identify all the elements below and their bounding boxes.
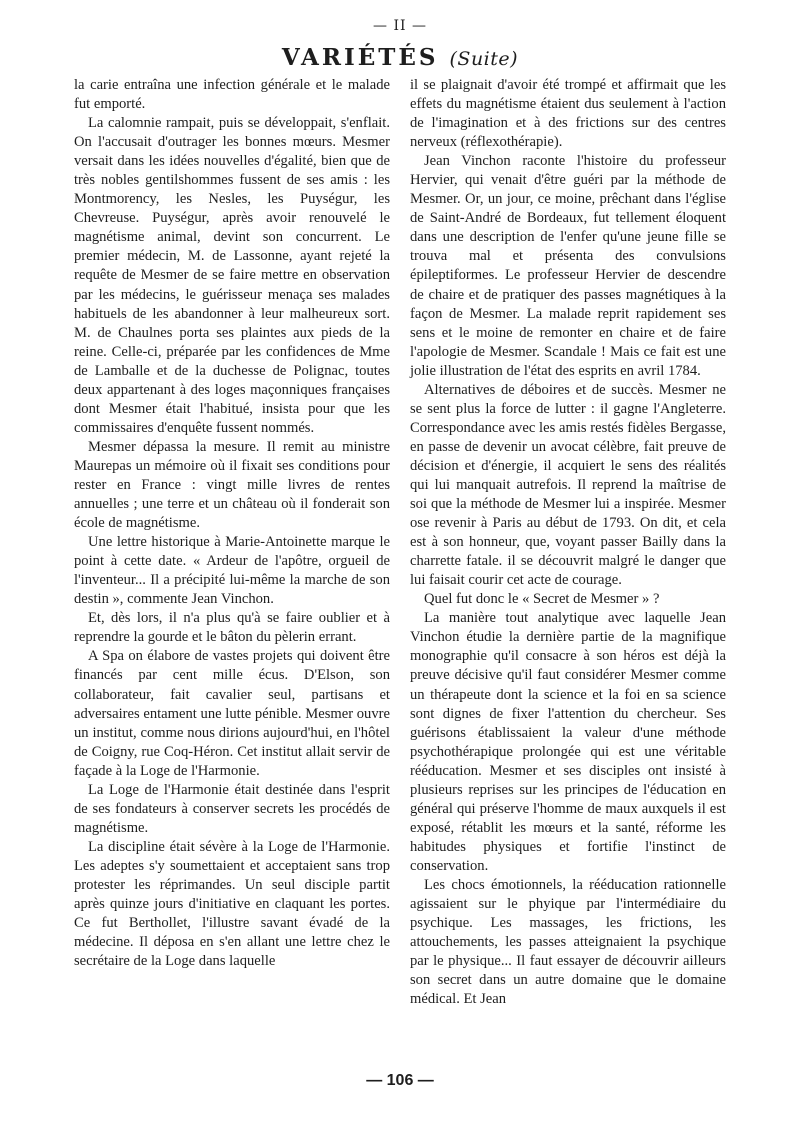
paragraph: Et, dès lors, il n'a plus qu'à se faire oublier et à reprendre la gourde et le bâton du pèlerin errant.: [74, 610, 390, 646]
paragraph: La manière tout analytique avec laquelle Jean Vinchon étudie la dernière partie de la magnifique monographie qu'il consacre à son héros est déjà la preuve décisive qu'il faut considérer Mesmer comme un thérapeute dont la science et la foi en sa science sont dignes de fixer l'attention du chercheur. Ses guérisons établissaient la valeur d'une méthode psychothérapique prolongée qui est une véritable rééducation. Mesmer et ses disciples ont insisté à plusieurs reprises sur les principes de l'éducation en général qui préserve l'homme de maux auxquels il est exposé, rétablit les mœurs et la santé, réforme les habitudes physiques et fortifie l'instinct de conservation.: [410, 610, 726, 874]
paragraph: Jean Vinchon raconte l'histoire du professeur Hervier, qui venait d'être guéri par la méthode de Mesmer. Or, un jour, ce moine, prêchant dans l'église de Saint-André de Bordeaux, fut tellement éloquent dans une description de l'enfer qu'une jeune fille se trouva mal et présenta des convulsions épileptiformes. Le professeur Hervier de descendre de chaire et de pratiquer des passes magnétiques à la façon de Mesmer. La malade reprit rapidement ses sens et le moine de remonter en chaire et de faire l'apologie de Mesmer. Scandale ! Mais ce fait est une jolie illustration de l'état des esprits en avril 1784.: [410, 153, 726, 379]
section-title-main: VARIÉTÉS: [281, 44, 439, 71]
paragraph: La calomnie rampait, puis se développait, s'enflait. On l'accusait d'outrager les bonnes mœurs. Mesmer versait dans les idées nouvelles d'égalité, bien que de très nobles gentilshommes fussent de ses amis : les Montmorency, les Nesles, les Puységur, les Chevreuse. Puységur, après avoir renouvelé le magnétisme animal, devint son concurrent. Le premier médecin, M. de Lassonne, ayant rejeté la requête de Mesmer de se faire mettre en observation par les médecins, le guérisseur menaça ses malades habituels de les abandonner à leur malheureux sort. M. de Chaulnes porta ses plaintes aux pieds de la reine. Celle-ci, préparée par les confidences de Mme de Lamballe et de la duchesse de Polignac, toutes deux appartenant à des loges maçonniques françaises dont Mesmer était l'habitué, insista pour que les commissaires d'enquête fussent nommés.: [74, 115, 390, 436]
paragraph: La discipline était sévère à la Loge de l'Harmonie. Les adeptes s'y soumettaient et acceptaient sans trop protester les réprimandes. Un seul disciple partit après quinze jours d'initiative en claquant les portes. Ce fut Berthollet, l'illustre savant évadé de la médecine. Il déposa en s'en allant une lettre chez le secrétaire de la Loge dans laquelle: [74, 838, 390, 970]
page-number: — 106 —: [366, 1072, 434, 1089]
left-column: [74, 76, 390, 971]
right-column: [410, 76, 726, 1009]
paragraph: La Loge de l'Harmonie était destinée dans l'esprit de ses fondateurs à conserver secrets les procédés de magnétisme.: [74, 781, 390, 836]
paragraph: Quel fut donc le « Secret de Mesmer » ?: [424, 591, 660, 608]
paragraph: il se plaignait d'avoir été trompé et affirmait que les effets du magnétisme étaient dus seulement à l'action de l'imagination et à des frictions sur des centres nerveux (réflexothérapie).: [410, 77, 726, 151]
running-folio: — II —: [373, 18, 427, 34]
paragraph: Mesmer dépassa la mesure. Il remit au ministre Maurepas un mémoire où il fixait ses conditions pour rester en France : vingt mille livres de rentes annuelles ; une terre et un château où il fonderait son école de magnétisme.: [74, 438, 390, 532]
paragraph: Une lettre historique à Marie-Antoinette marque le point à cette date. « Ardeur de l'apôtre, orgueil de l'inventeur... Il a précipité lui-même la marche de son destin », commente Jean Vinchon.: [74, 534, 390, 608]
paragraph: A Spa on élabore de vastes projets qui doivent être financés par cent mille écus. D'Elson, son collaborateur, fait cavalier seul, partisans et adversaires entament une lutte pénible. Mesmer ouvre un institut, comme nous dirions aujourd'hui, en l'hôtel de Coigny, rue Coq-Héron. Cet institut allait servir de façade à la Loge de l'Harmonie.: [74, 648, 390, 779]
paragraph: Les chocs émotionnels, la rééducation rationnelle agissaient sur le phyique par l'intermédiaire du psychique. Les massages, les frictions, les attouchements, les passes atteignaient la psychique par le physique... Il faut essayer de découvrir ailleurs son secret dans un autre domaine que le domaine médical. Et Jean: [410, 876, 726, 1008]
paragraph: la carie entraîna une infection générale et le malade fut emporté.: [74, 77, 390, 113]
section-title: [0, 44, 800, 71]
section-title-suffix: (Suite): [449, 48, 519, 70]
paragraph: Alternatives de déboires et de succès. Mesmer ne se sent plus la force de lutter : il gagne l'Angleterre. Correspondance avec les amis restés fidèles Bergasse, en passe de devenir un avocat célèbre, fait preuve de décision et d'énergie, il acquiert le sens des réalités qui lui manquait autrefois. Il reprend la maîtrise de soi que la méthode de Mesmer lui a inspirée. Mesmer ose revenir à Paris au début de 1793. On dit, et cela est à son honneur, que, voyant passer Bailly dans la charrette fatale. il se découvrit malgré le danger que lui faisait courir cet acte de courage.: [410, 381, 726, 589]
